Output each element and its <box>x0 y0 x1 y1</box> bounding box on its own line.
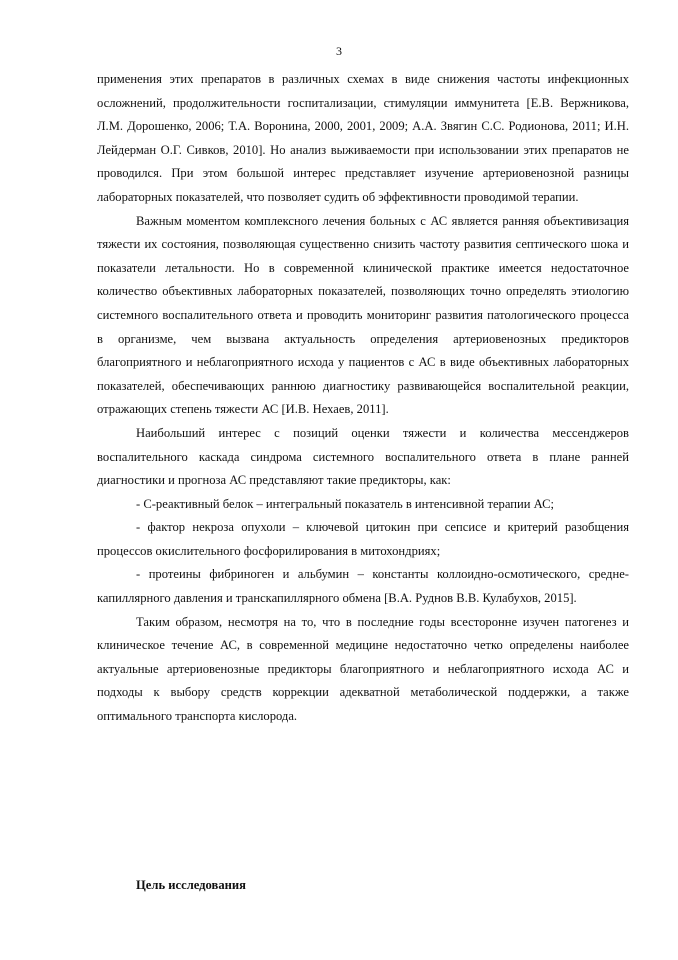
paragraph: Наибольший интерес с позиций оценки тяжести и количества мессенджеров воспалительного каскада синдрома системного воспалительного ответа в плане ранней диагностики и прогноза АС представляют такие предикторы, как: <box>97 425 629 488</box>
paragraph-continuation: применения этих препаратов в различных схемах в виде снижения частоты инфекционных осложнений, продолжительности госпитализации, стимуляции иммунитета [Е.В. Вержникова, Л.М. Дорошенко, 2006; Т.А. Воронина, 2000, 2001, 2009; А.А. Звягин С.С. Родионова, 2011; И.Н. Лейдерман О.Г. Сивков, 2010]. Но анализ выживаемости при использовании этих препаратов не проводился. При этом большой интерес представляет изучение артериовенозной разницы лабораторных показателей, что позволяет судить об эффективности проводимой терапии. <box>97 72 629 204</box>
list-item: - протеины фибриноген и альбумин – константы коллоидно-осмотического, средне-капиллярного давления и транскапиллярного обмена [В.А. Руднов В.В. Кулабухов, 2015]. <box>97 567 629 606</box>
paragraph: Таким образом, несмотря на то, что в последние годы всесторонне изучен патогенез и клиническое течение АС, в современной медицине недостаточно четко определены наиболее актуальные артериовенозные предикторы благоприятного и неблагоприятного исхода АС и подходы к выбору средств коррекции адекватной метаболической поддержки, а также оптимального транспорта кислорода. <box>97 614 629 724</box>
page-number: 3 <box>336 44 342 58</box>
paragraph: Важным моментом комплексного лечения больных с АС является ранняя объективизация тяжести их состояния, позволяющая существенно снизить частоту развития септического шока и показатели летальности. Но в современной клинической практике имеется недостаточное количество объективных лабораторных показателей, позволяющих точно определять этиологию системного воспалительного ответа и проводить мониторинг развития патологического процесса в организме, чем вызвана актуальность определения артериовенозных предикторов благоприятного и неблагоприятного исхода у пациентов с АС в виде объективных лабораторных показателей, обеспечивающих раннюю диагностику развивающейся воспалительной реакции, отражающих степень тяжести АС [И.В. Нехаев, 2011]. <box>97 213 629 417</box>
list-item: - С-реактивный белок – интегральный показатель в интенсивной терапии АС; <box>136 496 554 511</box>
body-text <box>97 68 629 729</box>
list-item: - фактор некроза опухоли – ключевой цитокин при сепсисе и критерий разобщения процессов окислительного фосфорилирования в митохондриях; <box>97 520 629 558</box>
section-heading: Цель исследования <box>136 878 246 892</box>
